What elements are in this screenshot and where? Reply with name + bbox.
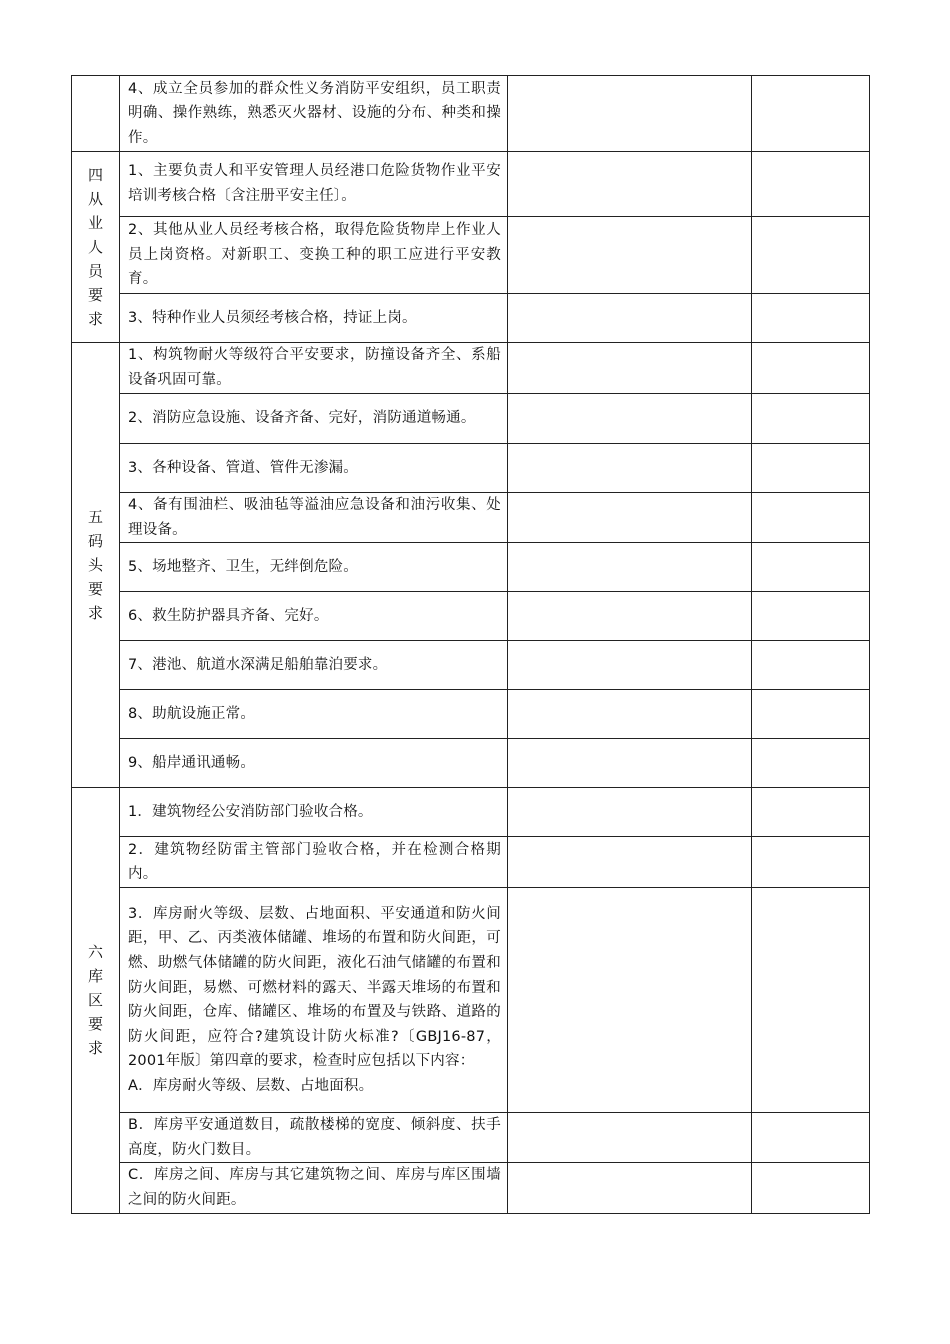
remark-cell[interactable] — [752, 217, 870, 294]
checklist-item: 5、场地整齐、卫生，无绊倒危险。 — [120, 543, 508, 592]
remark-cell[interactable] — [752, 1113, 870, 1163]
section-label: 五码头要求 — [87, 508, 103, 623]
table-row — [72, 343, 870, 394]
check-result-cell[interactable] — [508, 76, 752, 152]
checklist-item: 3、各种设备、管道、管件无渗漏。 — [120, 444, 508, 493]
table-row — [72, 739, 870, 788]
check-result-cell[interactable] — [508, 294, 752, 343]
remark-cell[interactable] — [752, 343, 870, 394]
remark-cell[interactable] — [752, 641, 870, 690]
table-row — [72, 76, 870, 152]
checklist-item: 1、构筑物耐火等级符合平安要求，防撞设备齐全、系船设备巩固可靠。 — [120, 343, 508, 394]
section-label-cell — [72, 788, 120, 1213]
check-result-cell[interactable] — [508, 217, 752, 294]
checklist-item: 2．建筑物经防雷主管部门验收合格，并在检测合格期内。 — [120, 837, 508, 888]
check-result-cell[interactable] — [508, 837, 752, 888]
checklist-item: 1．建筑物经公安消防部门验收合格。 — [120, 788, 508, 837]
remark-cell[interactable] — [752, 444, 870, 493]
remark-cell[interactable] — [752, 888, 870, 1113]
remark-cell[interactable] — [752, 690, 870, 739]
check-result-cell[interactable] — [508, 788, 752, 837]
checklist-item: 4、成立全员参加的群众性义务消防平安组织，员工职责明确、操作熟练，熟悉灭火器材、设施的分布、种类和操作。 — [120, 76, 508, 152]
checklist-item: 3．库房耐火等级、层数、占地面积、平安通道和防火间距，甲、乙、丙类液体储罐、堆场的布置和防火间距，可燃、助燃气体储罐的防火间距，液化石油气储罐的布置和防火间距，易燃、可燃材料的露天、半露天堆场的布置和防火间距，仓库、储罐区、堆场的布置及与铁路、道路的防火间距，应符合?建筑设计防火标准?〔GBJ16-87，2001年版〕第四章的要求，检查时应包括以下内容： A．库房耐火等级、层数、占地面积。 — [120, 888, 508, 1113]
remark-cell[interactable] — [752, 294, 870, 343]
table-row — [72, 294, 870, 343]
checklist-item: B．库房平安通道数目，疏散楼梯的宽度、倾斜度、扶手高度，防火门数目。 — [120, 1113, 508, 1163]
table-row — [72, 217, 870, 294]
check-result-cell[interactable] — [508, 690, 752, 739]
check-result-cell[interactable] — [508, 444, 752, 493]
check-result-cell[interactable] — [508, 1163, 752, 1213]
remark-cell[interactable] — [752, 543, 870, 592]
check-result-cell[interactable] — [508, 394, 752, 444]
checklist-item: 8、助航设施正常。 — [120, 690, 508, 739]
safety-checklist-table — [71, 75, 870, 1214]
checklist-item: 7、港池、航道水深满足船舶靠泊要求。 — [120, 641, 508, 690]
table-row — [72, 394, 870, 444]
remark-cell[interactable] — [752, 394, 870, 444]
table-row — [72, 888, 870, 1113]
check-result-cell[interactable] — [508, 592, 752, 641]
remark-cell[interactable] — [752, 1163, 870, 1213]
check-result-cell[interactable] — [508, 493, 752, 543]
checklist-item: 2、其他从业人员经考核合格，取得危险货物岸上作业人员上岗资格。对新职工、变换工种的职工应进行平安教育。 — [120, 217, 508, 294]
checklist-item: 4、备有围油栏、吸油毡等溢油应急设备和油污收集、处理设备。 — [120, 493, 508, 543]
section-label-cell — [72, 343, 120, 788]
checklist-item: 9、船岸通讯通畅。 — [120, 739, 508, 788]
check-result-cell[interactable] — [508, 343, 752, 394]
section-label: 六库区要求 — [87, 943, 103, 1058]
table-row — [72, 788, 870, 837]
table-row — [72, 1113, 870, 1163]
table-row — [72, 837, 870, 888]
remark-cell[interactable] — [752, 739, 870, 788]
section-label-cell — [72, 76, 120, 152]
remark-cell[interactable] — [752, 493, 870, 543]
checklist-item: 2、消防应急设施、设备齐备、完好，消防通道畅通。 — [120, 394, 508, 444]
check-result-cell[interactable] — [508, 152, 752, 217]
remark-cell[interactable] — [752, 788, 870, 837]
table-row — [72, 641, 870, 690]
section-label: 四从业人员要求 — [87, 166, 103, 328]
table-row — [72, 592, 870, 641]
section-label-cell — [72, 152, 120, 343]
remark-cell[interactable] — [752, 152, 870, 217]
checklist-item: C．库房之间、库房与其它建筑物之间、库房与库区围墙之间的防火间距。 — [120, 1163, 508, 1213]
table-row — [72, 1163, 870, 1213]
table-row — [72, 444, 870, 493]
remark-cell[interactable] — [752, 592, 870, 641]
check-result-cell[interactable] — [508, 888, 752, 1113]
checklist-item: 1、主要负责人和平安管理人员经港口危险货物作业平安培训考核合格〔含注册平安主任〕。 — [120, 152, 508, 217]
check-result-cell[interactable] — [508, 543, 752, 592]
remark-cell[interactable] — [752, 76, 870, 152]
check-result-cell[interactable] — [508, 641, 752, 690]
table-row — [72, 493, 870, 543]
checklist-item: 3、特种作业人员须经考核合格，持证上岗。 — [120, 294, 508, 343]
checklist-item: 6、救生防护器具齐备、完好。 — [120, 592, 508, 641]
remark-cell[interactable] — [752, 837, 870, 888]
check-result-cell[interactable] — [508, 739, 752, 788]
table-row — [72, 690, 870, 739]
table-row — [72, 543, 870, 592]
table-row — [72, 152, 870, 217]
check-result-cell[interactable] — [508, 1113, 752, 1163]
